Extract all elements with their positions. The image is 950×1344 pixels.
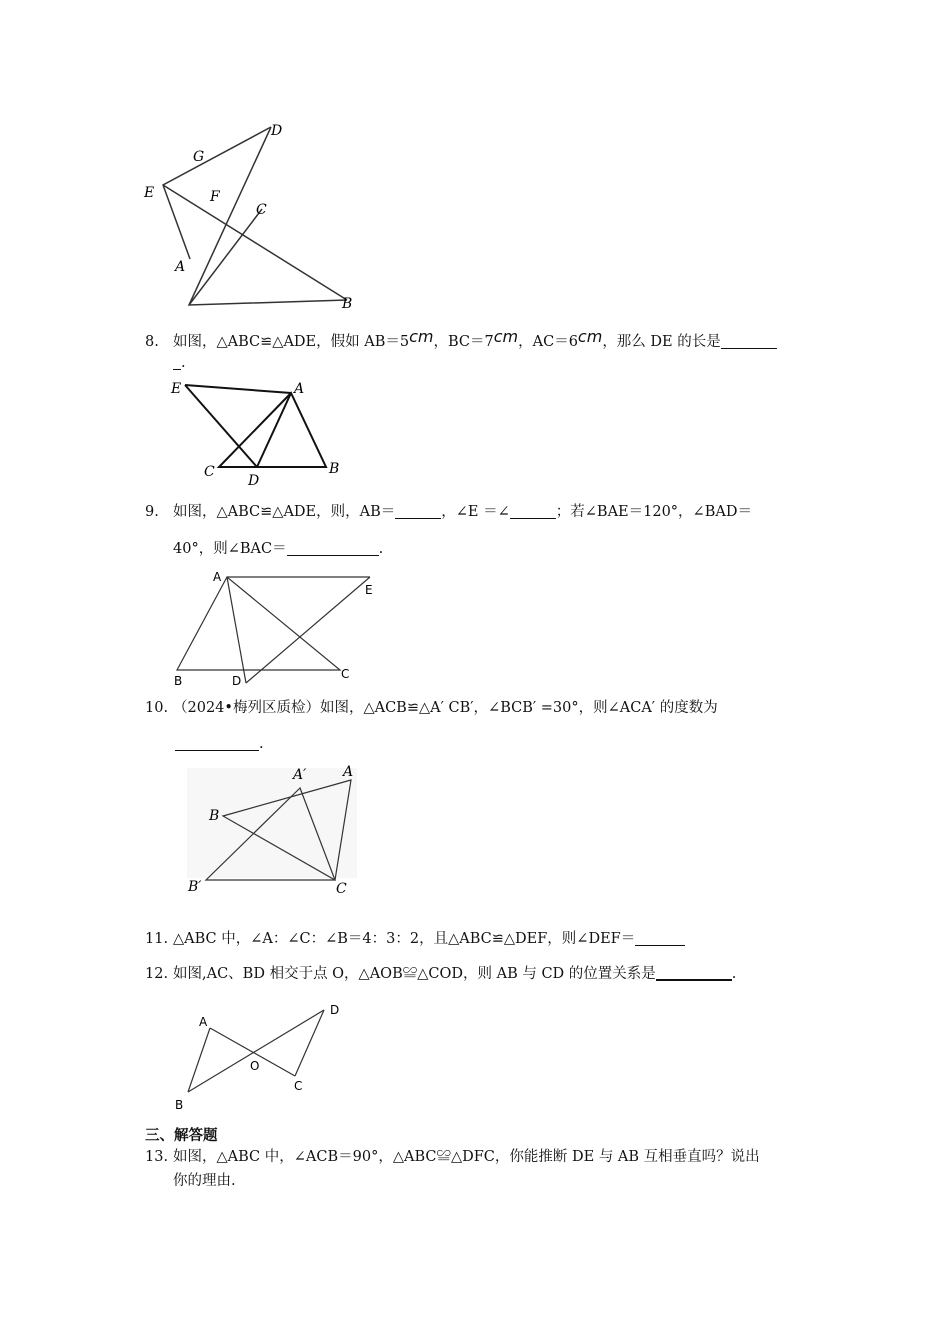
label-D: D: [248, 473, 260, 489]
label-A: A: [343, 764, 354, 780]
label-B: B: [175, 1098, 184, 1112]
figure-q9: [170, 565, 390, 690]
label-A: A: [213, 570, 222, 584]
label-A: A: [294, 381, 305, 397]
question-13: 13. 如图，△ABC 中，∠ACB＝90°，△ABC≌△DFC，你能推断 DE 与 AB 互相垂直吗？说出: [145, 1146, 760, 1168]
question-number: 11.: [145, 931, 169, 947]
label-C: C: [336, 881, 347, 897]
question-number: 12.: [145, 966, 169, 982]
question-9-cont: 40°，则∠BAC＝ .: [173, 541, 384, 557]
question-number: 9.: [145, 504, 159, 520]
answer-blank[interactable]: [287, 539, 379, 556]
question-10: 10. （2024•梅列区质检）如图，△ACB≌△A′ CB′，∠BCB′ =30°，则∠ACA′ 的度数为: [145, 697, 718, 719]
label-C: C: [204, 464, 215, 480]
figure-q8: [165, 375, 355, 490]
label-C: C: [294, 1079, 303, 1093]
label-B: B: [342, 296, 353, 312]
label-D: D: [330, 1003, 340, 1017]
label-B: B: [209, 808, 220, 824]
question-8-cont: .: [173, 352, 186, 374]
answer-blank[interactable]: [395, 502, 441, 519]
label-E: E: [365, 583, 373, 597]
label-D: D: [271, 123, 283, 139]
label-A: A: [175, 259, 186, 275]
question-8: 8. 如图，△ABC≌△ADE，假如 AB＝5cm，BC＝7cm，AC＝6cm，那么 DE 的长是: [145, 326, 777, 353]
answer-blank[interactable]: [510, 502, 556, 519]
question-9: 9. 如图，△ABC≌△ADE，则，AB＝ ，∠E ＝∠ ；若∠BAE＝120°，∠BAD＝: [145, 501, 752, 523]
answer-blank[interactable]: [721, 332, 777, 349]
label-B: B: [329, 461, 340, 477]
label-D: D: [232, 674, 242, 688]
label-E: E: [171, 381, 182, 397]
label-A: A: [199, 1015, 208, 1029]
label-B-prime: B′: [188, 879, 202, 895]
question-number: 10.: [145, 700, 169, 716]
label-C: C: [341, 667, 350, 681]
label-F: F: [210, 189, 220, 205]
label-O: O: [250, 1059, 260, 1073]
figure-q7: [135, 115, 375, 315]
question-13-cont: 你的理由.: [173, 1173, 236, 1189]
label-A-prime: A′: [293, 767, 307, 783]
answer-blank[interactable]: [175, 734, 259, 751]
section-heading: 三、解答题: [145, 1128, 218, 1144]
question-10-cont: .: [175, 733, 264, 755]
answer-blank[interactable]: [173, 353, 181, 370]
answer-blank[interactable]: [635, 929, 685, 946]
figure-q10: [180, 760, 370, 900]
question-12: 12. 如图,AC、BD 相交于点 O，△AOB≌△COD，则 AB 与 CD 的位置关系是 .: [145, 963, 736, 985]
question-number: 13.: [145, 1149, 169, 1165]
label-G: G: [193, 149, 205, 165]
answer-blank[interactable]: [656, 963, 732, 981]
question-number: 8.: [145, 334, 159, 350]
label-B: B: [174, 674, 183, 688]
figure-q12: [170, 1000, 350, 1115]
label-E: E: [144, 185, 155, 201]
label-C: C: [256, 202, 267, 218]
question-11: 11. △ABC 中，∠A：∠C：∠B＝4：3：2，且△ABC≌△DEF，则∠DEF＝: [145, 928, 685, 950]
